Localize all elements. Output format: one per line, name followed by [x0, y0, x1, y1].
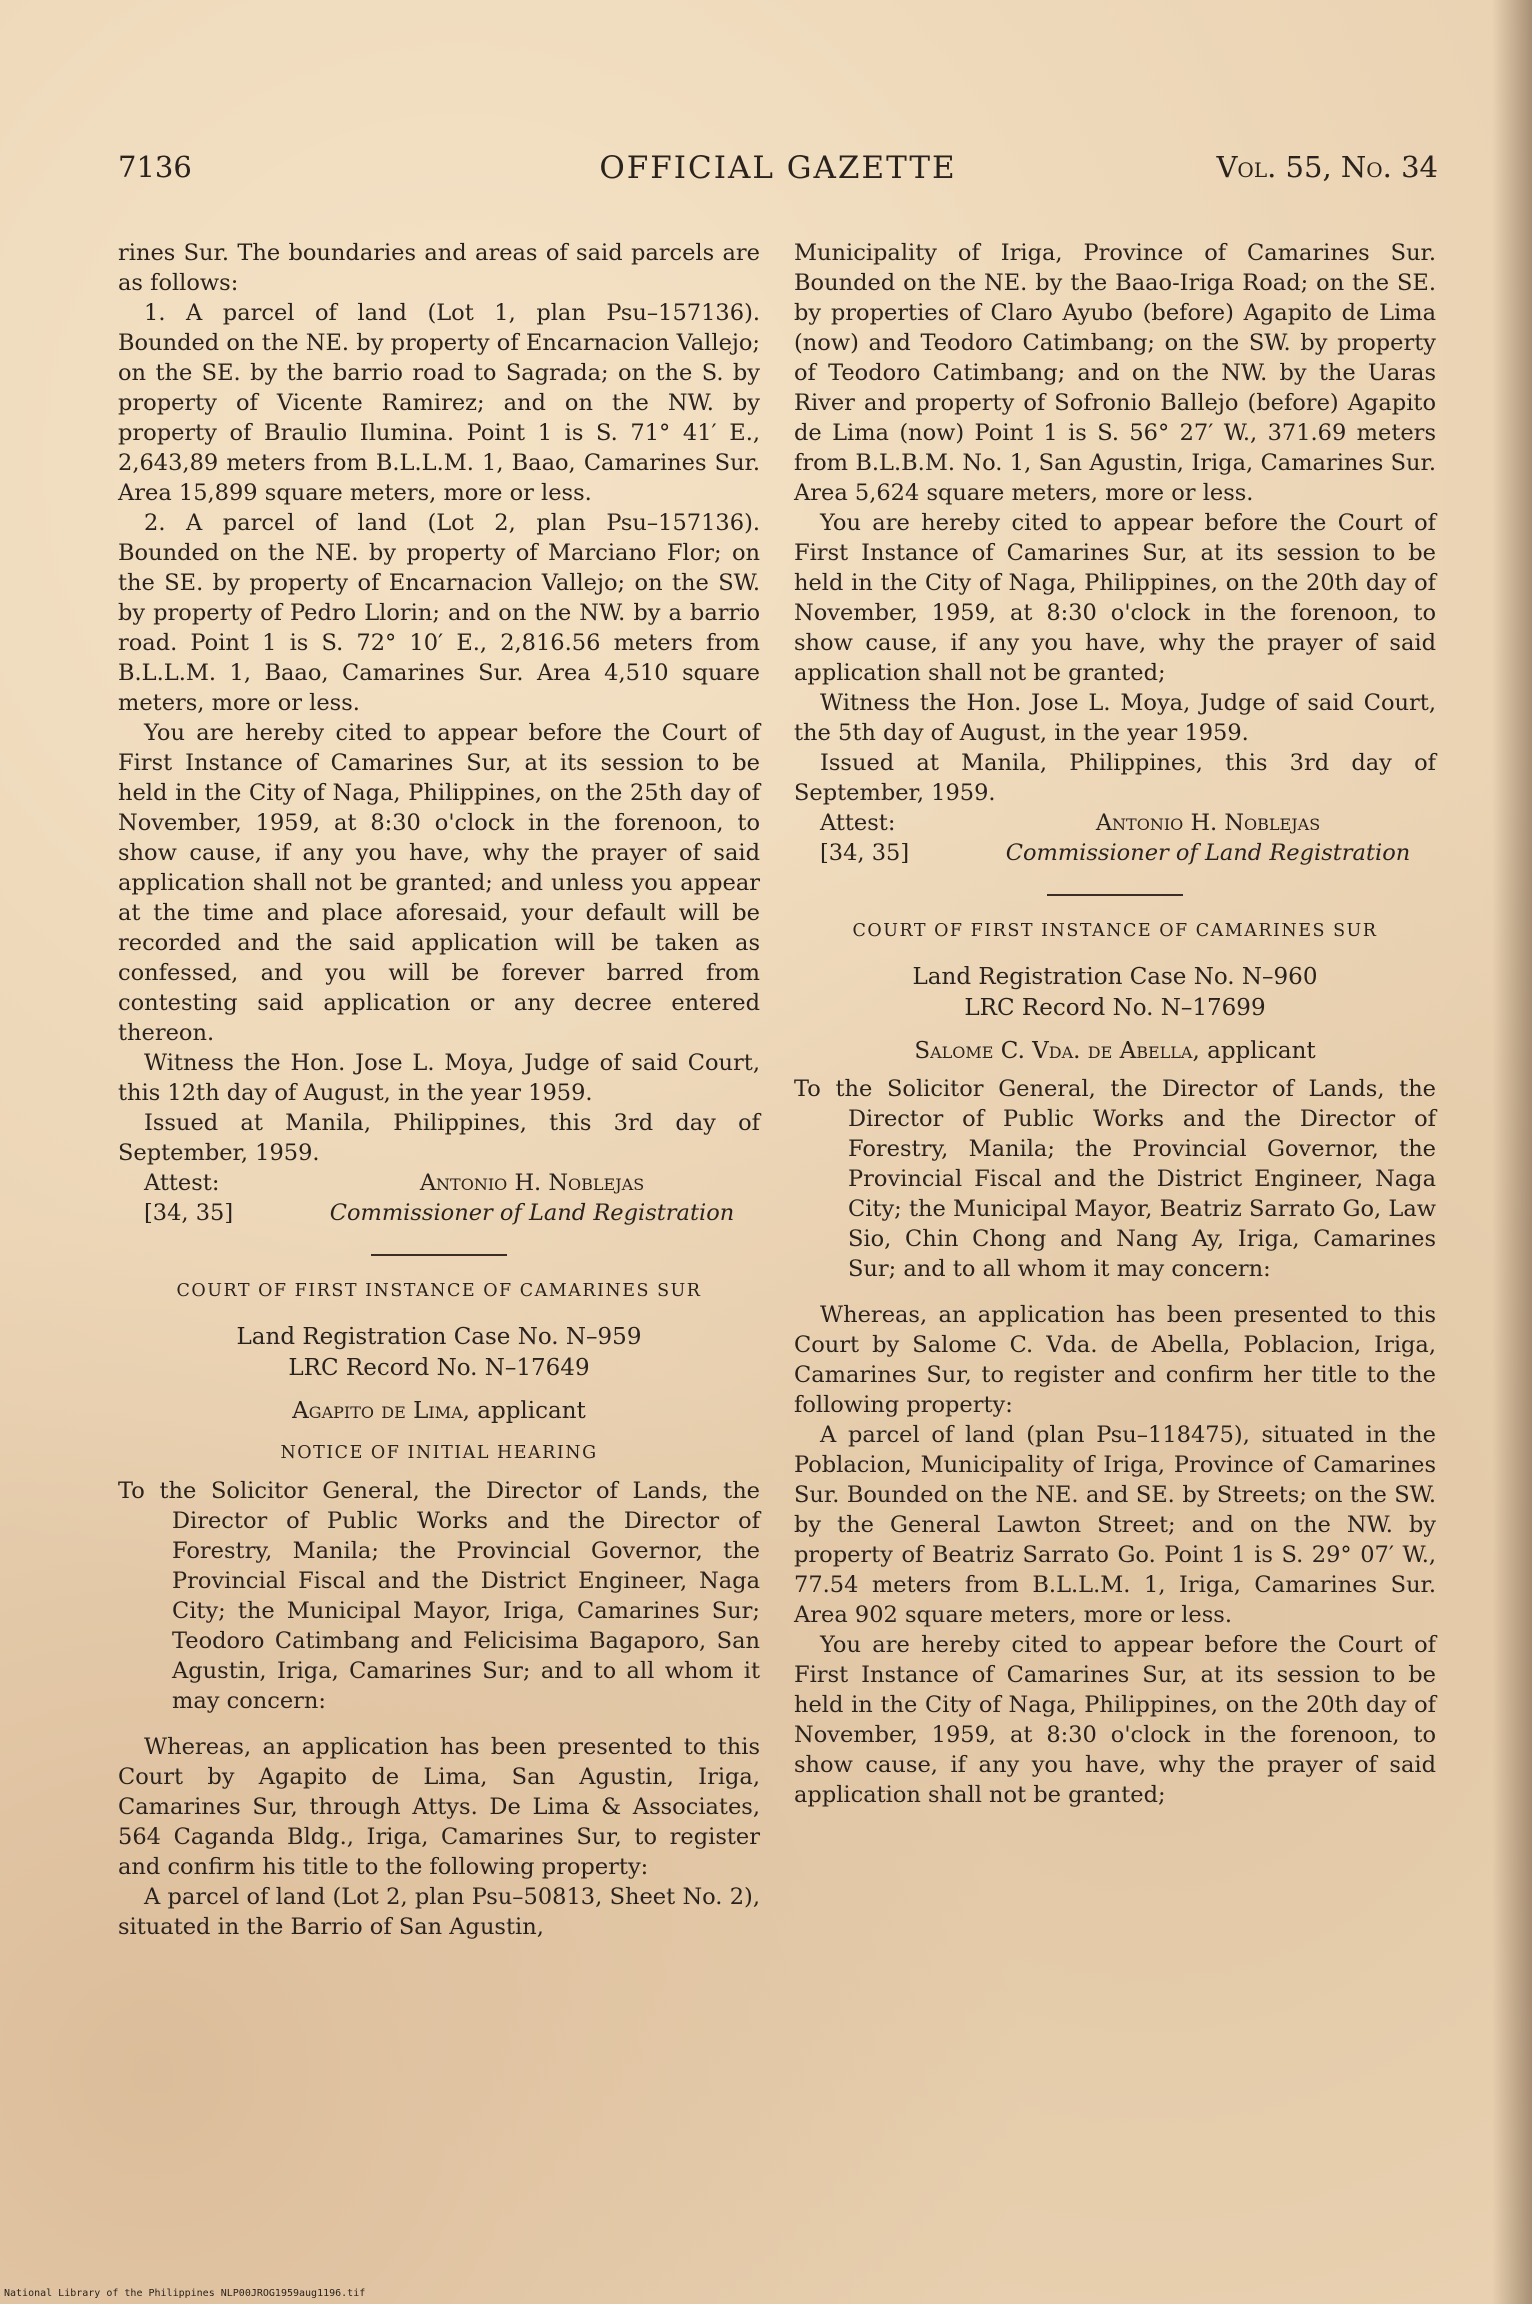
intro-text: rines Sur. The boundaries and areas of said parcels are as follows:	[118, 240, 760, 296]
parcel-2-description: 2. A parcel of land (Lot 2, plan Psu–157136). Bounded on the NE. by property of Marciano Flor; on the SE. by property of Encarnacion Vallejo; on the SW. by property of Pedro Llorin; and on the NW. by a barrio road. Point 1 is S. 72° 10′ E., 2,816.56 meters from B.L.L.M. 1, Baao, Camarines Sur. Area 4,510 square meters, more or less.	[118, 510, 760, 716]
attest-label: Attest:	[144, 1170, 220, 1196]
right-column	[794, 238, 1436, 1810]
attest-name: Antonio H. Noblejas	[1095, 810, 1321, 836]
addressees: To the Solicitor General, the Director of Lands, the Director of Public Works and the Director of Forestry, Manila; the Provincial Governor, the Provincial Fiscal and the District Engineer, Naga City; the Municipal Mayor, Iriga, Camarines Sur; Teodoro Catimbang and Felicisima Bagaporo, San Agustin, Iriga, Camarines Sur; and to all whom it may concern:	[118, 1478, 760, 1714]
applicant-line	[118, 1396, 760, 1426]
issue-reference: [34, 35]	[144, 1200, 234, 1226]
court-heading: COURT OF FIRST INSTANCE OF CAMARINES SUR	[176, 1281, 702, 1301]
lrc-record-number: LRC Record No. N–17649	[288, 1355, 590, 1381]
whereas-paragraph: Whereas, an application has been presented to this Court by Salome C. Vda. de Abella, Poblacion, Iriga, Camarines Sur, to register and confirm her title to the following property:	[794, 1302, 1436, 1418]
scan-footer: National Library of the Philippines NLP00JROG1959aug1196.tif	[4, 2288, 366, 2299]
page-spine-shadow	[1492, 0, 1532, 2304]
attest-name: Antonio H. Noblejas	[419, 1170, 645, 1196]
parcel-description: A parcel of land (plan Psu–118475), situated in the Poblacion, Municipality of Iriga, Province of Camarines Sur. Bounded on the NE. and SE. by Streets; on the SW. by the General Lawton Street; and on the NW. by property of Beatriz Sarrato Go. Point 1 is S. 29° 07′ W., 77.54 meters from B.L.L.M. 1, Iriga, Camarines Sur. Area 902 square meters, more or less.	[794, 1422, 1436, 1628]
applicant-line	[794, 1036, 1436, 1066]
volume-issue: Vol. 55, No. 34	[1216, 150, 1438, 184]
parcel-description: A parcel of land (Lot 2, plan Psu–50813, Sheet No. 2), situated in the Barrio of San Agustin,	[118, 1884, 760, 1940]
issued-paragraph: Issued at Manila, Philippines, this 3rd day of September, 1959.	[118, 1110, 760, 1166]
applicant-name: Agapito de Lima	[292, 1398, 463, 1424]
applicant-suffix: , applicant	[462, 1398, 586, 1424]
parcel-continuation: Municipality of Iriga, Province of Camarines Sur. Bounded on the NE. by the Baao-Iriga Road; on the SE. by properties of Claro Ayubo (before) Agapito de Lima (now) and Teodoro Catimbang; on the SW. by property of Teodoro Catimbang; and on the NW. by the Uaras River and property of Sofronio Ballejo (before) Agapito de Lima (now) Point 1 is S. 56° 27′ W., 371.69 meters from B.L.B.M. No. 1, San Agustin, Iriga, Camarines Sur. Area 5,624 square meters, more or less.	[794, 240, 1436, 506]
page-number: 7136	[118, 150, 192, 184]
attest-block	[794, 808, 1436, 838]
issue-reference: [34, 35]	[820, 840, 910, 866]
citation-paragraph-partial: You are hereby cited to appear before the Court of First Instance of Camarines Sur, at its session to be held in the City of Naga, Philippines, on the 20th day of November, 1959, at 8:30 o'clock in the forenoon, to show cause, if any you have, why the prayer of said application shall not be granted;	[794, 1632, 1436, 1808]
section-divider	[371, 1254, 507, 1256]
witness-paragraph: Witness the Hon. Jose L. Moya, Judge of said Court, the 5th day of August, in the year 1959.	[794, 690, 1436, 746]
citation-paragraph: You are hereby cited to appear before the Court of First Instance of Camarines Sur, at its session to be held in the City of Naga, Philippines, on the 20th day of November, 1959, at 8:30 o'clock in the forenoon, to show cause, if any you have, why the prayer of said application shall not be granted;	[794, 510, 1436, 686]
attest-title: Commissioner of Land Registration	[1005, 840, 1411, 866]
applicant-suffix: , applicant	[1192, 1038, 1316, 1064]
applicant-name: Salome C. Vda. de Abella	[914, 1038, 1193, 1064]
attest-title-block	[118, 1198, 760, 1228]
addressees: To the Solicitor General, the Director of Lands, the Director of Public Works and the Director of Forestry, Manila; the Provincial Governor, the Provincial Fiscal and the District Engineer, Naga City; the Municipal Mayor, Beatriz Sarrato Go, Law Sio, Chin Chong and Nang Ay, Iriga, Camarines Sur; and to all whom it may concern:	[794, 1076, 1436, 1282]
issued-paragraph: Issued at Manila, Philippines, this 3rd day of September, 1959.	[794, 750, 1436, 806]
witness-paragraph: Witness the Hon. Jose L. Moya, Judge of said Court, this 12th day of August, in the year 1959.	[118, 1050, 760, 1106]
attest-title: Commissioner of Land Registration	[329, 1200, 735, 1226]
attest-label: Attest:	[820, 810, 896, 836]
page-header	[118, 150, 1438, 198]
section-divider	[1047, 894, 1183, 896]
publication-title: OFFICIAL GAZETTE	[599, 150, 957, 186]
case-number: Land Registration Case No. N–959	[236, 1324, 642, 1350]
court-heading: COURT OF FIRST INSTANCE OF CAMARINES SUR	[852, 921, 1378, 941]
attest-block	[118, 1168, 760, 1198]
notice-heading: NOTICE OF INITIAL HEARING	[280, 1443, 598, 1463]
parcel-1-description: 1. A parcel of land (Lot 1, plan Psu–157136). Bounded on the NE. by property of Encarnacion Vallejo; on the SE. by the barrio road to Sagrada; on the S. by property of Vicente Ramirez; and on the NW. by property of Braulio Ilumina. Point 1 is S. 71° 41′ E., 2,643,89 meters from B.L.L.M. 1, Baao, Camarines Sur. Area 15,899 square meters, more or less.	[118, 300, 760, 506]
attest-title-block	[794, 838, 1436, 868]
citation-paragraph: You are hereby cited to appear before the Court of First Instance of Camarines Sur, at its session to be held in the City of Naga, Philippines, on the 25th day of November, 1959, at 8:30 o'clock in the forenoon, to show cause, if any you have, why the prayer of said application shall not be granted; and unless you appear at the time and place aforesaid, your default will be recorded and the said application will be taken as confessed, and you will be forever barred from contesting said application or any decree entered thereon.	[118, 720, 760, 1046]
lrc-record-number: LRC Record No. N–17699	[964, 995, 1266, 1021]
left-column	[118, 238, 760, 1942]
whereas-paragraph: Whereas, an application has been presented to this Court by Agapito de Lima, San Agustin, Iriga, Camarines Sur, through Attys. De Lima & Associates, 564 Caganda Bldg., Iriga, Camarines Sur, to register and confirm his title to the following property:	[118, 1734, 760, 1880]
case-number: Land Registration Case No. N–960	[912, 964, 1318, 990]
